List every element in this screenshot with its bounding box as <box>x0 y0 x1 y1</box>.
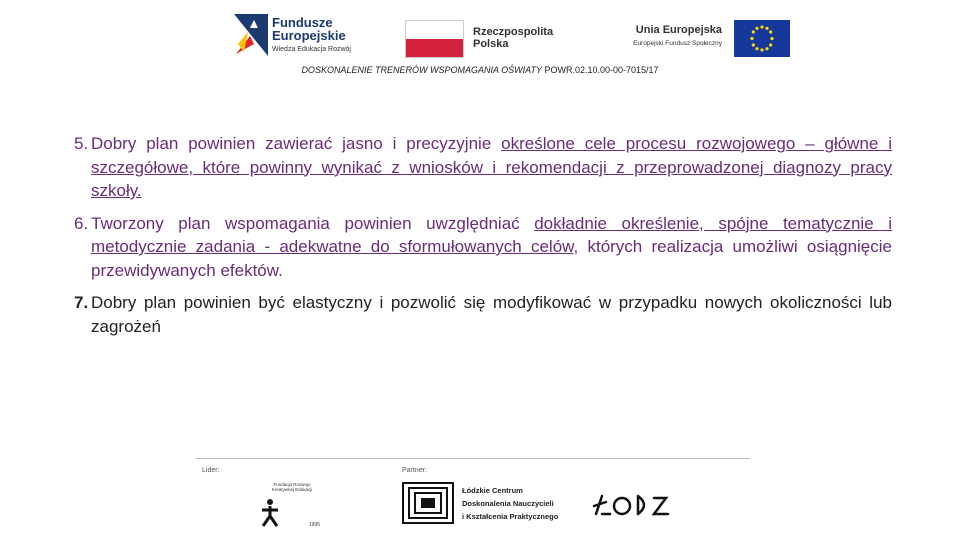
fundusze-europejskie-logo <box>234 14 374 58</box>
paragraph-underlined-text: określone cele procesu rozwojowego – główne i szczegółowe, które powinny wynikać z wniosków i rekomendacji z przeprowadzonej diagnozy pracy szkoły. <box>91 134 892 200</box>
caption-project-code: POWR.02.10.00-00-7015/17 <box>541 65 659 75</box>
rp-line2: Polska <box>473 38 509 50</box>
rzeczpospolita-polska-logo <box>405 20 575 58</box>
paragraph-number: 6. <box>74 213 89 233</box>
project-caption <box>0 65 960 75</box>
lcdnikp-line2: Doskonalenia Nauczycieli <box>462 499 554 508</box>
paragraph-text: Dobry plan powinien być elastyczny i pozwolić się modyfikować w przypadku nowych okoliczności lub zagrożeń <box>91 293 892 336</box>
paragraph-6 <box>74 212 892 283</box>
paragraph-number: 5. <box>74 134 89 153</box>
fundacja-year: 1995 <box>308 522 320 528</box>
running-figure-icon <box>258 498 282 528</box>
paragraph-text: Tworzony plan wspomagania powinien uwzględniać <box>91 213 535 233</box>
paragraph-text-end: , których realizacja umożliwi osiągnięcie przewidywanych efektów. <box>91 237 892 280</box>
fe-logo-title <box>272 16 346 42</box>
caption-project-name: DOSKONALENIE TRENERÓW WSPOMAGANIA OŚWIATY <box>301 65 542 75</box>
fundacja-logo <box>254 480 324 530</box>
eu-logo-title: Unia Europejska <box>635 24 722 36</box>
lcdnikp-line3: i Kształcenia Praktycznego <box>462 512 559 521</box>
paragraph-text: Dobry plan powinien zawierać jasno i precyzyjnie <box>91 134 502 153</box>
partner-label: Partner: <box>402 467 427 474</box>
paragraph-5 <box>74 132 892 203</box>
fundacja-text: Fundacja Rozwoju Kreatywnej Edukacji <box>271 482 313 492</box>
lodz-city-logo <box>592 488 672 520</box>
eu-flag-icon <box>734 20 790 57</box>
lcdnikp-logo <box>402 482 559 528</box>
paragraph-7 <box>74 291 892 338</box>
lider-label: Lider: <box>202 467 220 474</box>
lcdnikp-mark-icon <box>402 482 454 524</box>
eu-logo-subtitle: Europejski Fundusz Społeczny <box>633 40 722 47</box>
rp-logo-text <box>473 26 553 50</box>
paragraph-underlined-text: dokładnie określenie, spójne tematycznie i metodycznie zadania - adekwatne do sformułowanych celów <box>91 213 892 256</box>
footer-divider <box>196 458 750 459</box>
fundusze-europejskie-mark-icon <box>234 14 268 56</box>
main-content <box>74 132 892 347</box>
unia-europejska-logo <box>598 20 790 58</box>
lcdnikp-text <box>462 484 558 523</box>
header-logos <box>0 0 960 75</box>
lodz-city-logo-icon <box>592 488 672 520</box>
fe-logo-subtitle: Wiedza Edukacja Rozwój <box>272 46 351 53</box>
paragraph-number: 7. <box>74 293 89 312</box>
fe-line2: Europejskie <box>272 28 346 43</box>
footer-partners <box>196 458 750 534</box>
fe-line1: Fundusze <box>272 15 333 30</box>
rp-line1: Rzeczpospolita <box>473 26 554 38</box>
lcdnikp-line1: Łódzkie Centrum <box>462 486 523 495</box>
polish-flag-icon <box>405 20 464 58</box>
